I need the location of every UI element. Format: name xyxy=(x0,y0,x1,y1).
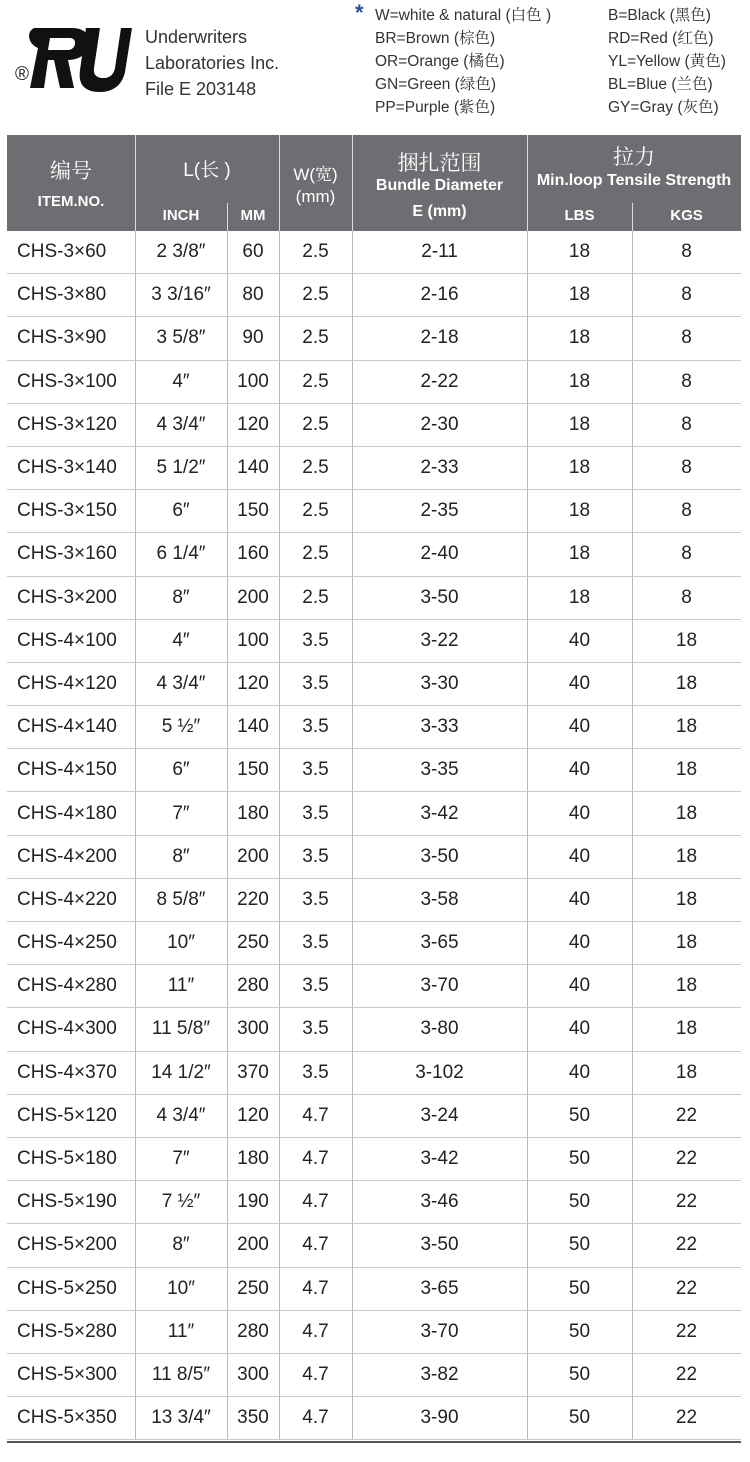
cell-width: 3.5 xyxy=(302,845,329,867)
cell-width: 4.7 xyxy=(302,1407,329,1429)
table-row xyxy=(7,1354,741,1397)
cell-tensile-lbs: 18 xyxy=(568,327,591,349)
cell-item-no: CHS-3×120 xyxy=(17,413,117,435)
cell-tensile-lbs: 40 xyxy=(568,845,591,867)
table-body xyxy=(7,231,741,1440)
cell-tensile-lbs: 40 xyxy=(568,716,591,738)
cell-item-no: CHS-5×190 xyxy=(17,1191,117,1213)
cell-tensile-kgs: 22 xyxy=(675,1363,698,1385)
header-width: W(宽) xyxy=(293,165,338,184)
table-bottom-rule xyxy=(7,1441,741,1443)
cell-bundle-diameter: 3-22 xyxy=(420,629,459,651)
header-width-unit: (mm) xyxy=(295,187,336,206)
header-bundle-en: Bundle Diameter xyxy=(375,177,504,194)
table-row xyxy=(7,706,741,749)
legend-item: RD=Red (红色) xyxy=(608,30,714,47)
cable-tie-spec-table xyxy=(7,135,741,1440)
cell-length-mm: 150 xyxy=(237,500,269,522)
cell-item-no: CHS-5×280 xyxy=(17,1320,117,1342)
cell-length-inch: 7 ½″ xyxy=(161,1191,201,1213)
cell-tensile-lbs: 18 xyxy=(568,241,591,263)
cell-length-inch: 6 1/4″ xyxy=(156,543,206,565)
asterisk-icon: * xyxy=(355,0,364,25)
cell-length-inch: 5 ½″ xyxy=(161,716,201,738)
cell-length-mm: 100 xyxy=(237,629,269,651)
cell-bundle-diameter: 3-46 xyxy=(420,1191,459,1213)
cell-tensile-kgs: 22 xyxy=(675,1104,698,1126)
cell-tensile-lbs: 40 xyxy=(568,672,591,694)
cell-tensile-kgs: 8 xyxy=(681,457,692,479)
table-row xyxy=(7,1224,741,1267)
cell-width: 2.5 xyxy=(302,457,329,479)
cell-tensile-lbs: 18 xyxy=(568,586,591,608)
cell-tensile-kgs: 18 xyxy=(675,1061,698,1083)
cell-tensile-kgs: 22 xyxy=(675,1148,698,1170)
cell-length-inch: 4 3/4″ xyxy=(156,413,206,435)
header-mm: MM xyxy=(240,207,266,224)
cell-width: 3.5 xyxy=(302,932,329,954)
cell-bundle-diameter: 3-50 xyxy=(420,845,459,867)
cert-line: Laboratories Inc. xyxy=(145,53,280,73)
cell-length-mm: 200 xyxy=(237,586,269,608)
cell-tensile-kgs: 18 xyxy=(675,845,698,867)
cell-length-inch: 4 3/4″ xyxy=(156,1104,206,1126)
table-row xyxy=(7,404,741,447)
cell-bundle-diameter: 3-65 xyxy=(420,932,459,954)
header-bundle-cn: 捆扎范围 xyxy=(397,152,482,175)
legend-item: GN=Green (绿色) xyxy=(375,76,497,93)
cell-tensile-lbs: 40 xyxy=(568,629,591,651)
cell-tensile-lbs: 40 xyxy=(568,975,591,997)
color-legend xyxy=(355,0,750,119)
cell-length-mm: 200 xyxy=(237,845,269,867)
cell-tensile-lbs: 50 xyxy=(568,1191,591,1213)
cell-length-inch: 5 1/2″ xyxy=(156,457,206,479)
header-kgs: KGS xyxy=(670,207,703,224)
table-row xyxy=(7,1008,741,1051)
cert-line: File E 203148 xyxy=(145,79,257,99)
table-row xyxy=(7,447,741,490)
cell-item-no: CHS-3×150 xyxy=(17,500,117,522)
cell-item-no: CHS-4×300 xyxy=(17,1018,117,1040)
legend-item: BL=Blue (兰色) xyxy=(608,76,713,93)
cell-width: 2.5 xyxy=(302,327,329,349)
cell-tensile-lbs: 40 xyxy=(568,759,591,781)
cell-tensile-lbs: 18 xyxy=(568,370,591,392)
cell-length-mm: 180 xyxy=(237,802,269,824)
cell-length-mm: 140 xyxy=(237,716,269,738)
cell-width: 3.5 xyxy=(302,672,329,694)
legend-item: B=Black (黑色) xyxy=(608,7,711,24)
cell-width: 4.7 xyxy=(302,1234,329,1256)
cell-length-mm: 300 xyxy=(237,1018,269,1040)
cell-tensile-kgs: 18 xyxy=(675,629,698,651)
cell-tensile-lbs: 50 xyxy=(568,1104,591,1126)
cell-length-mm: 150 xyxy=(237,759,269,781)
cell-bundle-diameter: 2-18 xyxy=(420,327,459,349)
cell-item-no: CHS-5×250 xyxy=(17,1277,117,1299)
cell-tensile-kgs: 18 xyxy=(675,672,698,694)
header-length: L(长 ) xyxy=(183,160,231,181)
cell-item-no: CHS-5×350 xyxy=(17,1407,117,1429)
cell-length-inch: 8″ xyxy=(172,1234,190,1256)
cell-item-no: CHS-5×180 xyxy=(17,1148,117,1170)
table-row xyxy=(7,663,741,706)
cell-tensile-kgs: 22 xyxy=(675,1277,698,1299)
cell-length-mm: 90 xyxy=(242,327,264,349)
cell-item-no: CHS-3×60 xyxy=(17,241,107,263)
table-row xyxy=(7,1397,741,1440)
cell-width: 3.5 xyxy=(302,802,329,824)
table-row xyxy=(7,533,741,576)
cell-tensile-lbs: 40 xyxy=(568,1061,591,1083)
table-row xyxy=(7,965,741,1008)
cell-tensile-lbs: 40 xyxy=(568,802,591,824)
cell-bundle-diameter: 2-16 xyxy=(420,284,459,306)
legend-item: PP=Purple (紫色) xyxy=(375,99,496,116)
header-lbs: LBS xyxy=(564,207,595,224)
cell-item-no: CHS-4×370 xyxy=(17,1061,117,1083)
header-item-en: ITEM.NO. xyxy=(37,193,105,210)
cell-length-mm: 120 xyxy=(237,1104,269,1126)
header-tensile-en: Min.loop Tensile Strength xyxy=(536,172,732,189)
cell-length-inch: 8″ xyxy=(172,586,190,608)
table-row xyxy=(7,577,741,620)
cell-width: 4.7 xyxy=(302,1148,329,1170)
cell-tensile-lbs: 18 xyxy=(568,413,591,435)
cell-tensile-kgs: 22 xyxy=(675,1234,698,1256)
cell-length-inch: 13 3/4″ xyxy=(151,1407,211,1429)
cell-length-inch: 6″ xyxy=(172,500,190,522)
cell-width: 3.5 xyxy=(302,716,329,738)
legend-item: BR=Brown (棕色) xyxy=(375,30,496,47)
ul-logo-icon xyxy=(14,22,132,94)
cell-tensile-lbs: 50 xyxy=(568,1234,591,1256)
cell-length-mm: 80 xyxy=(242,284,264,306)
cell-tensile-lbs: 50 xyxy=(568,1277,591,1299)
cell-item-no: CHS-4×200 xyxy=(17,845,117,867)
cell-tensile-lbs: 50 xyxy=(568,1320,591,1342)
cell-length-inch: 4 3/4″ xyxy=(156,672,206,694)
cell-length-inch: 10″ xyxy=(167,1277,195,1299)
cell-width: 4.7 xyxy=(302,1277,329,1299)
cell-tensile-lbs: 18 xyxy=(568,457,591,479)
header-inch: INCH xyxy=(162,207,200,224)
cell-length-mm: 200 xyxy=(237,1234,269,1256)
cell-bundle-diameter: 3-24 xyxy=(420,1104,459,1126)
cell-item-no: CHS-4×120 xyxy=(17,672,117,694)
table-header xyxy=(7,135,741,231)
cell-length-inch: 11″ xyxy=(167,975,195,997)
cell-width: 3.5 xyxy=(302,629,329,651)
cell-item-no: CHS-4×180 xyxy=(17,802,117,824)
cell-length-inch: 7″ xyxy=(172,1148,190,1170)
cell-bundle-diameter: 3-80 xyxy=(420,1018,459,1040)
cell-bundle-diameter: 3-102 xyxy=(415,1061,464,1083)
table-row xyxy=(7,231,741,274)
table-row xyxy=(7,879,741,922)
cell-length-inch: 14 1/2″ xyxy=(151,1061,211,1083)
cell-bundle-diameter: 3-30 xyxy=(420,672,459,694)
cell-tensile-kgs: 8 xyxy=(681,370,692,392)
cell-length-inch: 10″ xyxy=(167,932,195,954)
table-row xyxy=(7,922,741,965)
cell-length-inch: 8 5/8″ xyxy=(156,888,206,910)
cell-length-mm: 300 xyxy=(237,1363,269,1385)
cell-width: 3.5 xyxy=(302,975,329,997)
cell-item-no: CHS-4×280 xyxy=(17,975,117,997)
cell-length-mm: 180 xyxy=(237,1148,269,1170)
cell-tensile-lbs: 40 xyxy=(568,1018,591,1040)
table-row xyxy=(7,792,741,835)
cell-length-mm: 250 xyxy=(237,1277,269,1299)
cell-width: 3.5 xyxy=(302,759,329,781)
cell-width: 2.5 xyxy=(302,241,329,263)
cell-length-mm: 140 xyxy=(237,457,269,479)
cert-line: Underwriters xyxy=(145,27,248,47)
cell-length-mm: 280 xyxy=(237,975,269,997)
table-row xyxy=(7,749,741,792)
cell-item-no: CHS-3×100 xyxy=(17,370,117,392)
cell-length-mm: 120 xyxy=(237,413,269,435)
cell-length-mm: 220 xyxy=(237,888,269,910)
cell-item-no: CHS-3×160 xyxy=(17,543,117,565)
legend-item: W=white & natural (白色 ) xyxy=(375,7,552,24)
cell-length-inch: 7″ xyxy=(172,802,190,824)
cell-length-mm: 280 xyxy=(237,1320,269,1342)
registered-mark: ® xyxy=(15,64,29,85)
cell-bundle-diameter: 2-35 xyxy=(420,500,459,522)
cell-width: 4.7 xyxy=(302,1320,329,1342)
header-bundle-unit: E (mm) xyxy=(412,203,467,220)
table-row xyxy=(7,317,741,360)
cell-tensile-kgs: 18 xyxy=(675,759,698,781)
cell-bundle-diameter: 3-50 xyxy=(420,586,459,608)
table-row xyxy=(7,361,741,404)
table-row xyxy=(7,490,741,533)
cell-tensile-kgs: 8 xyxy=(681,284,692,306)
cell-width: 3.5 xyxy=(302,888,329,910)
cell-length-mm: 250 xyxy=(237,932,269,954)
cell-length-mm: 350 xyxy=(237,1407,269,1429)
cell-length-inch: 4″ xyxy=(172,370,190,392)
cell-tensile-lbs: 18 xyxy=(568,284,591,306)
cell-item-no: CHS-3×80 xyxy=(17,284,107,306)
table-row xyxy=(7,620,741,663)
cell-item-no: CHS-5×120 xyxy=(17,1104,117,1126)
cell-bundle-diameter: 3-90 xyxy=(420,1407,459,1429)
table-row xyxy=(7,1181,741,1224)
cell-width: 4.7 xyxy=(302,1104,329,1126)
cell-width: 4.7 xyxy=(302,1363,329,1385)
cell-width: 2.5 xyxy=(302,370,329,392)
cell-length-inch: 2 3/8″ xyxy=(156,241,206,263)
cell-bundle-diameter: 3-50 xyxy=(420,1234,459,1256)
cell-tensile-kgs: 8 xyxy=(681,413,692,435)
cell-length-mm: 100 xyxy=(237,370,269,392)
cell-bundle-diameter: 2-11 xyxy=(421,241,458,263)
cell-length-inch: 3 5/8″ xyxy=(156,327,206,349)
cell-tensile-lbs: 40 xyxy=(568,932,591,954)
cell-tensile-kgs: 8 xyxy=(681,500,692,522)
cell-width: 3.5 xyxy=(302,1061,329,1083)
cell-tensile-kgs: 22 xyxy=(675,1191,698,1213)
cell-bundle-diameter: 3-33 xyxy=(420,716,459,738)
cell-tensile-kgs: 18 xyxy=(675,716,698,738)
cell-bundle-diameter: 3-42 xyxy=(420,802,459,824)
cell-tensile-kgs: 18 xyxy=(675,1018,698,1040)
cell-item-no: CHS-3×90 xyxy=(17,327,107,349)
cell-length-inch: 11 8/5″ xyxy=(151,1363,211,1385)
cell-item-no: CHS-3×140 xyxy=(17,457,117,479)
cell-bundle-diameter: 3-70 xyxy=(420,975,459,997)
cell-width: 2.5 xyxy=(302,543,329,565)
cell-bundle-diameter: 2-33 xyxy=(420,457,459,479)
cell-bundle-diameter: 3-70 xyxy=(420,1320,459,1342)
cell-item-no: CHS-4×250 xyxy=(17,932,117,954)
table-row xyxy=(7,1311,741,1354)
legend-item: YL=Yellow (黄色) xyxy=(608,53,726,70)
cell-width: 2.5 xyxy=(302,500,329,522)
cell-tensile-kgs: 18 xyxy=(675,975,698,997)
cell-tensile-lbs: 18 xyxy=(568,543,591,565)
cell-item-no: CHS-4×150 xyxy=(17,759,117,781)
cell-tensile-kgs: 8 xyxy=(681,327,692,349)
cell-length-inch: 4″ xyxy=(172,629,190,651)
cell-tensile-kgs: 8 xyxy=(681,543,692,565)
cell-length-inch: 11″ xyxy=(167,1320,195,1342)
header-tensile-cn: 拉力 xyxy=(613,146,655,169)
cell-bundle-diameter: 3-58 xyxy=(420,888,459,910)
cell-item-no: CHS-4×140 xyxy=(17,716,117,738)
cell-width: 4.7 xyxy=(302,1191,329,1213)
cell-length-mm: 160 xyxy=(237,543,269,565)
cell-tensile-kgs: 18 xyxy=(675,932,698,954)
cell-bundle-diameter: 3-82 xyxy=(420,1363,459,1385)
cell-width: 2.5 xyxy=(302,284,329,306)
cell-bundle-diameter: 3-42 xyxy=(420,1148,459,1170)
cell-item-no: CHS-5×200 xyxy=(17,1234,117,1256)
cell-bundle-diameter: 2-22 xyxy=(420,370,459,392)
certification-header xyxy=(0,0,750,132)
cell-tensile-lbs: 18 xyxy=(568,500,591,522)
cell-tensile-kgs: 18 xyxy=(675,802,698,824)
cell-tensile-lbs: 50 xyxy=(568,1148,591,1170)
cell-tensile-lbs: 50 xyxy=(568,1363,591,1385)
cell-tensile-kgs: 8 xyxy=(681,586,692,608)
cell-length-inch: 3 3/16″ xyxy=(151,284,211,306)
cell-tensile-kgs: 22 xyxy=(675,1407,698,1429)
table-row xyxy=(7,1268,741,1311)
cell-bundle-diameter: 2-40 xyxy=(420,543,459,565)
cell-tensile-lbs: 40 xyxy=(568,888,591,910)
cell-tensile-kgs: 18 xyxy=(675,888,698,910)
cell-tensile-kgs: 22 xyxy=(675,1320,698,1342)
cell-item-no: CHS-3×200 xyxy=(17,586,117,608)
cell-bundle-diameter: 3-65 xyxy=(420,1277,459,1299)
legend-item: GY=Gray (灰色) xyxy=(608,99,719,116)
table-row xyxy=(7,1095,741,1138)
cell-length-inch: 8″ xyxy=(172,845,190,867)
cell-length-mm: 190 xyxy=(237,1191,269,1213)
cell-bundle-diameter: 3-35 xyxy=(420,759,459,781)
legend-item: OR=Orange (橘色) xyxy=(375,53,505,70)
cell-width: 2.5 xyxy=(302,413,329,435)
cell-length-mm: 60 xyxy=(242,241,264,263)
cell-width: 3.5 xyxy=(302,1018,329,1040)
cell-length-inch: 11 5/8″ xyxy=(151,1018,211,1040)
cell-item-no: CHS-4×220 xyxy=(17,888,117,910)
cell-length-mm: 120 xyxy=(237,672,269,694)
cell-item-no: CHS-5×300 xyxy=(17,1363,117,1385)
cell-width: 2.5 xyxy=(302,586,329,608)
table-row xyxy=(7,1052,741,1095)
table-row xyxy=(7,274,741,317)
header-item-cn: 编号 xyxy=(50,160,92,183)
cell-tensile-kgs: 8 xyxy=(681,241,692,263)
table-row xyxy=(7,1138,741,1181)
table-row xyxy=(7,836,741,879)
cell-tensile-lbs: 50 xyxy=(568,1407,591,1429)
cell-length-inch: 6″ xyxy=(172,759,190,781)
cell-length-mm: 370 xyxy=(237,1061,269,1083)
certification-text xyxy=(145,24,279,102)
cell-item-no: CHS-4×100 xyxy=(17,629,117,651)
cell-bundle-diameter: 2-30 xyxy=(420,413,459,435)
